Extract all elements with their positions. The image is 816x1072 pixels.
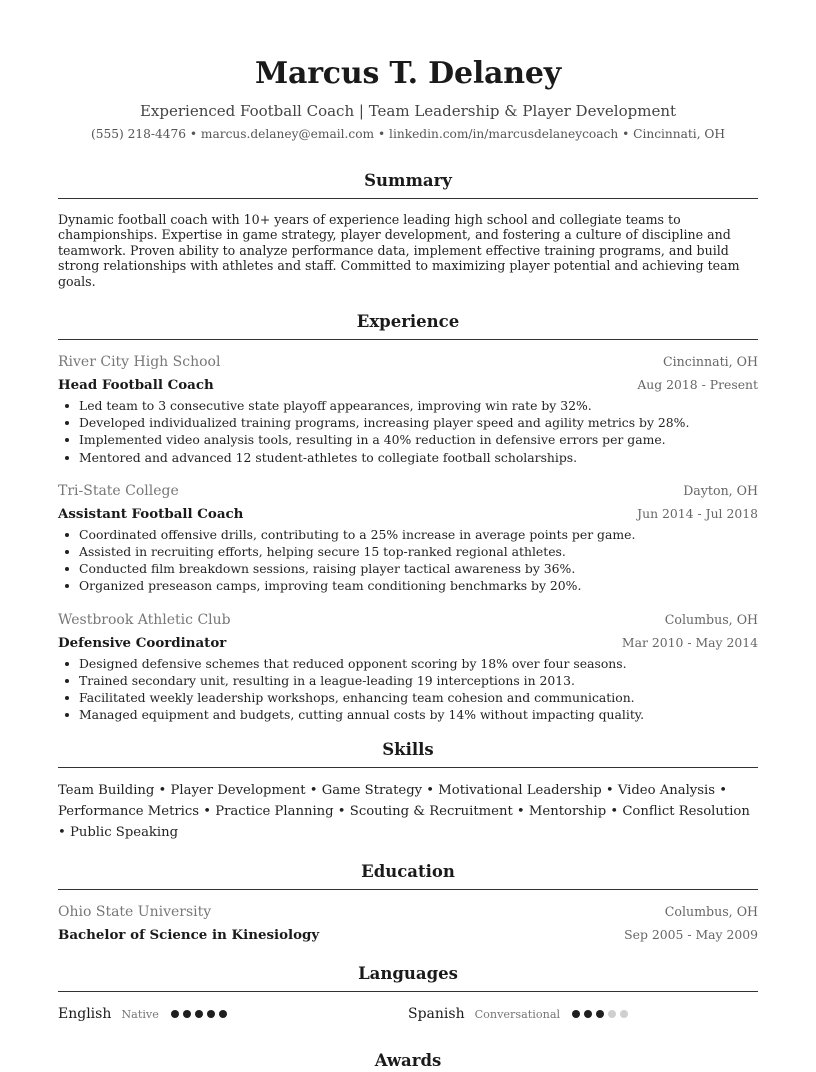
experience-entry bbox=[58, 352, 758, 466]
achievement-item: Implemented video analysis tools, resulting in a 40% reduction in defensive errors per game. bbox=[58, 431, 758, 448]
proficiency-rating bbox=[572, 1010, 632, 1018]
awards-section bbox=[58, 1050, 758, 1072]
degree-title: Bachelor of Science in Kinesiology bbox=[58, 927, 320, 944]
languages-title: Languages bbox=[358, 964, 458, 984]
employer-name: Tri-State College bbox=[58, 482, 179, 499]
rating-dot-filled bbox=[183, 1010, 191, 1018]
experience-section bbox=[58, 311, 758, 723]
education-entry bbox=[58, 902, 758, 945]
employer-name: Westbrook Athletic Club bbox=[58, 611, 231, 628]
job-title: Head Football Coach bbox=[58, 377, 214, 394]
education-dates: Sep 2005 - May 2009 bbox=[624, 927, 758, 943]
employer-name: River City High School bbox=[58, 354, 221, 371]
skills-section bbox=[58, 739, 758, 843]
job-dates: Mar 2010 - May 2014 bbox=[621, 634, 758, 650]
rating-dot-filled bbox=[572, 1010, 580, 1018]
achievement-item: Facilitated weekly leadership workshops, enhancing team cohesion and communication. bbox=[58, 689, 758, 706]
education-title: Education bbox=[361, 862, 455, 882]
achievement-list bbox=[58, 655, 758, 724]
achievement-item: Developed individualized training programs, increasing player speed and agility metrics by 28%. bbox=[58, 414, 758, 431]
skills-title: Skills bbox=[382, 740, 434, 760]
job-dates: Jun 2014 - Jul 2018 bbox=[637, 505, 758, 521]
school-name: Ohio State University bbox=[58, 904, 212, 921]
skills-divider bbox=[58, 767, 758, 768]
achievement-list bbox=[58, 526, 758, 595]
achievement-item: Managed equipment and budgets, cutting annual costs by 14% without impacting quality. bbox=[58, 706, 758, 723]
experience-entry bbox=[58, 610, 758, 724]
candidate-headline: Experienced Football Coach | Team Leadership & Player Development bbox=[139, 102, 677, 120]
experience-title: Experience bbox=[356, 312, 460, 332]
languages-divider bbox=[58, 991, 758, 992]
language-list bbox=[58, 1006, 758, 1022]
language-item bbox=[408, 1006, 758, 1022]
achievement-item: Trained secondary unit, resulting in a league-leading 19 interceptions in 2013. bbox=[58, 672, 758, 689]
rating-dot-empty bbox=[608, 1010, 616, 1018]
candidate-name: Marcus T. Delaney bbox=[254, 56, 562, 91]
achievement-item: Coordinated offensive drills, contributing to a 25% increase in average points per game. bbox=[58, 526, 758, 543]
summary-divider bbox=[58, 198, 758, 199]
job-dates: Aug 2018 - Present bbox=[637, 377, 758, 393]
language-name: Spanish bbox=[408, 1006, 465, 1023]
education-section bbox=[58, 861, 758, 945]
achievement-item: Assisted in recruiting efforts, helping secure 15 top-ranked regional athletes. bbox=[58, 543, 758, 560]
achievement-item: Led team to 3 consecutive state playoff appearances, improving win rate by 32%. bbox=[58, 397, 758, 414]
language-level: Native bbox=[121, 1007, 159, 1021]
summary-section bbox=[58, 170, 758, 289]
summary-text: Dynamic football coach with 10+ years of experience leading high school and collegiate teams to championships. Expertise in game strategy, player development, and fostering a culture of discipline and teamwork. Proven ability to analyze performance data, implement effective training programs, and build strong relationships with athletes and staff. Committed to maximizing player potential and achieving team goals. bbox=[58, 212, 740, 289]
employer-location: Columbus, OH bbox=[664, 611, 758, 627]
achievement-item: Organized preseason camps, improving team conditioning benchmarks by 20%. bbox=[58, 577, 758, 594]
rating-dot-filled bbox=[219, 1010, 227, 1018]
job-title: Defensive Coordinator bbox=[58, 634, 227, 651]
rating-dot-filled bbox=[195, 1010, 203, 1018]
skills-list: Team Building • Player Development • Game Strategy • Motivational Leadership • Video Analysis • Performance Metrics • Practice Planning • Scouting & Recruitment • Mentorship • Conflict Resolution • Public Speaking bbox=[58, 783, 750, 841]
language-level: Conversational bbox=[474, 1007, 561, 1021]
achievement-item: Mentored and advanced 12 student-athletes to collegiate football scholarships. bbox=[58, 449, 758, 466]
achievement-list bbox=[58, 397, 758, 466]
rating-dot-filled bbox=[584, 1010, 592, 1018]
summary-title: Summary bbox=[364, 171, 452, 190]
employer-location: Dayton, OH bbox=[683, 482, 758, 498]
job-title: Assistant Football Coach bbox=[58, 505, 244, 522]
achievement-item: Designed defensive schemes that reduced opponent scoring by 18% over four seasons. bbox=[58, 655, 758, 672]
employer-location: Cincinnati, OH bbox=[663, 354, 758, 370]
languages-section bbox=[58, 963, 758, 1022]
language-name: English bbox=[58, 1006, 112, 1023]
school-location: Columbus, OH bbox=[664, 904, 758, 920]
rating-dot-filled bbox=[207, 1010, 215, 1018]
education-divider bbox=[58, 889, 758, 890]
proficiency-rating bbox=[171, 1010, 231, 1018]
rating-dot-empty bbox=[620, 1010, 628, 1018]
awards-title: Awards bbox=[374, 1051, 442, 1071]
experience-divider bbox=[58, 339, 758, 340]
rating-dot-filled bbox=[171, 1010, 179, 1018]
language-item bbox=[58, 1006, 408, 1022]
experience-entry bbox=[58, 481, 758, 595]
achievement-item: Conducted film breakdown sessions, raising player tactical awareness by 36%. bbox=[58, 560, 758, 577]
rating-dot-filled bbox=[596, 1010, 604, 1018]
contact-line: (555) 218-4476 • marcus.delaney@email.com • linkedin.com/in/marcusdelaneycoach • Cincinnati, OH bbox=[90, 127, 726, 141]
